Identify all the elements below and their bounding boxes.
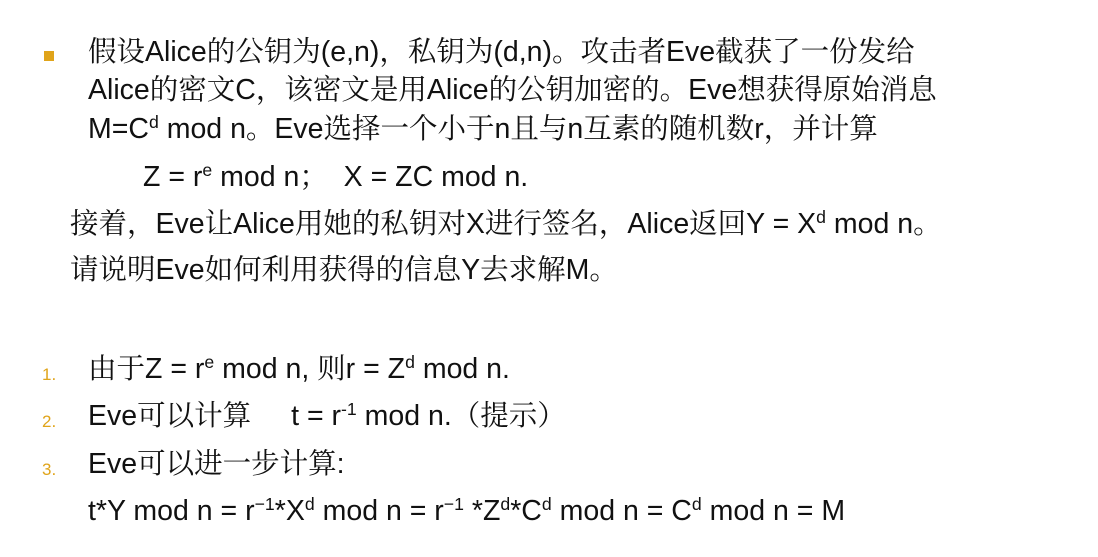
problem-text: M=C bbox=[88, 113, 149, 145]
problem-formula bbox=[143, 160, 529, 193]
step-number: 2. bbox=[42, 412, 57, 431]
superscript: d bbox=[304, 494, 315, 515]
superscript: d bbox=[405, 352, 415, 373]
problem-line-3 bbox=[88, 112, 878, 145]
step-text: mod n, 则r = Z bbox=[214, 353, 406, 385]
problem-text: 假设Alice的公钥为(e,n)，私钥为(d,n)。攻击者Eve截获了一份发给 bbox=[88, 36, 915, 68]
step-text: mod n. bbox=[414, 353, 510, 385]
problem-text: 接着，Eve让Alice用她的私钥对X进行签名，Alice返回Y = X bbox=[70, 208, 817, 240]
superscript: −1 bbox=[443, 494, 464, 515]
problem-line-5 bbox=[70, 207, 942, 240]
superscript: d bbox=[500, 494, 511, 515]
square-bullet-icon bbox=[44, 51, 54, 61]
superscript: -1 bbox=[341, 399, 357, 420]
formula-text: Z = r bbox=[143, 161, 203, 193]
formula-text: *X bbox=[274, 495, 305, 527]
step-text: 由于Z = r bbox=[88, 353, 205, 385]
superscript: d bbox=[816, 207, 826, 228]
problem-text: Alice的密文C，该密文是用Alice的公钥加密的。Eve想获得原始消息 bbox=[88, 74, 937, 106]
step-2 bbox=[88, 399, 566, 432]
step-text: t = r bbox=[291, 400, 342, 432]
step-3-formula bbox=[88, 494, 846, 527]
step-number: 1. bbox=[42, 365, 57, 384]
step-text: mod n.（提示） bbox=[356, 400, 566, 432]
problem-line-1 bbox=[88, 38, 915, 67]
superscript: d bbox=[541, 494, 552, 515]
formula-text: mod n = M bbox=[701, 495, 846, 527]
formula-text: mod n； X = ZC mod n. bbox=[212, 161, 529, 193]
formula-text: t*Y mod n = r bbox=[88, 495, 255, 527]
superscript: e bbox=[202, 160, 213, 181]
formula-text: mod n = r bbox=[314, 495, 444, 527]
problem-line-2 bbox=[88, 76, 937, 105]
step-number: 3. bbox=[42, 460, 57, 479]
superscript: e bbox=[204, 352, 215, 373]
step-1 bbox=[88, 352, 510, 385]
step-text: Eve可以计算 bbox=[88, 400, 252, 432]
formula-text: *C bbox=[510, 495, 542, 527]
problem-text: mod n。Eve选择一个小于n且与n互素的随机数r，并计算 bbox=[158, 113, 878, 145]
superscript: d bbox=[148, 112, 159, 133]
superscript: −1 bbox=[254, 494, 275, 515]
problem-text: mod n。 bbox=[825, 208, 942, 240]
formula-text: mod n = C bbox=[551, 495, 692, 527]
step-text: Eve可以进一步计算: bbox=[88, 448, 345, 480]
superscript: d bbox=[691, 494, 702, 515]
problem-text: 请说明Eve如何利用获得的信息Y去求解M。 bbox=[70, 254, 618, 286]
problem-line-6 bbox=[70, 256, 618, 285]
formula-text: *Z bbox=[463, 495, 501, 527]
step-3 bbox=[88, 450, 345, 479]
